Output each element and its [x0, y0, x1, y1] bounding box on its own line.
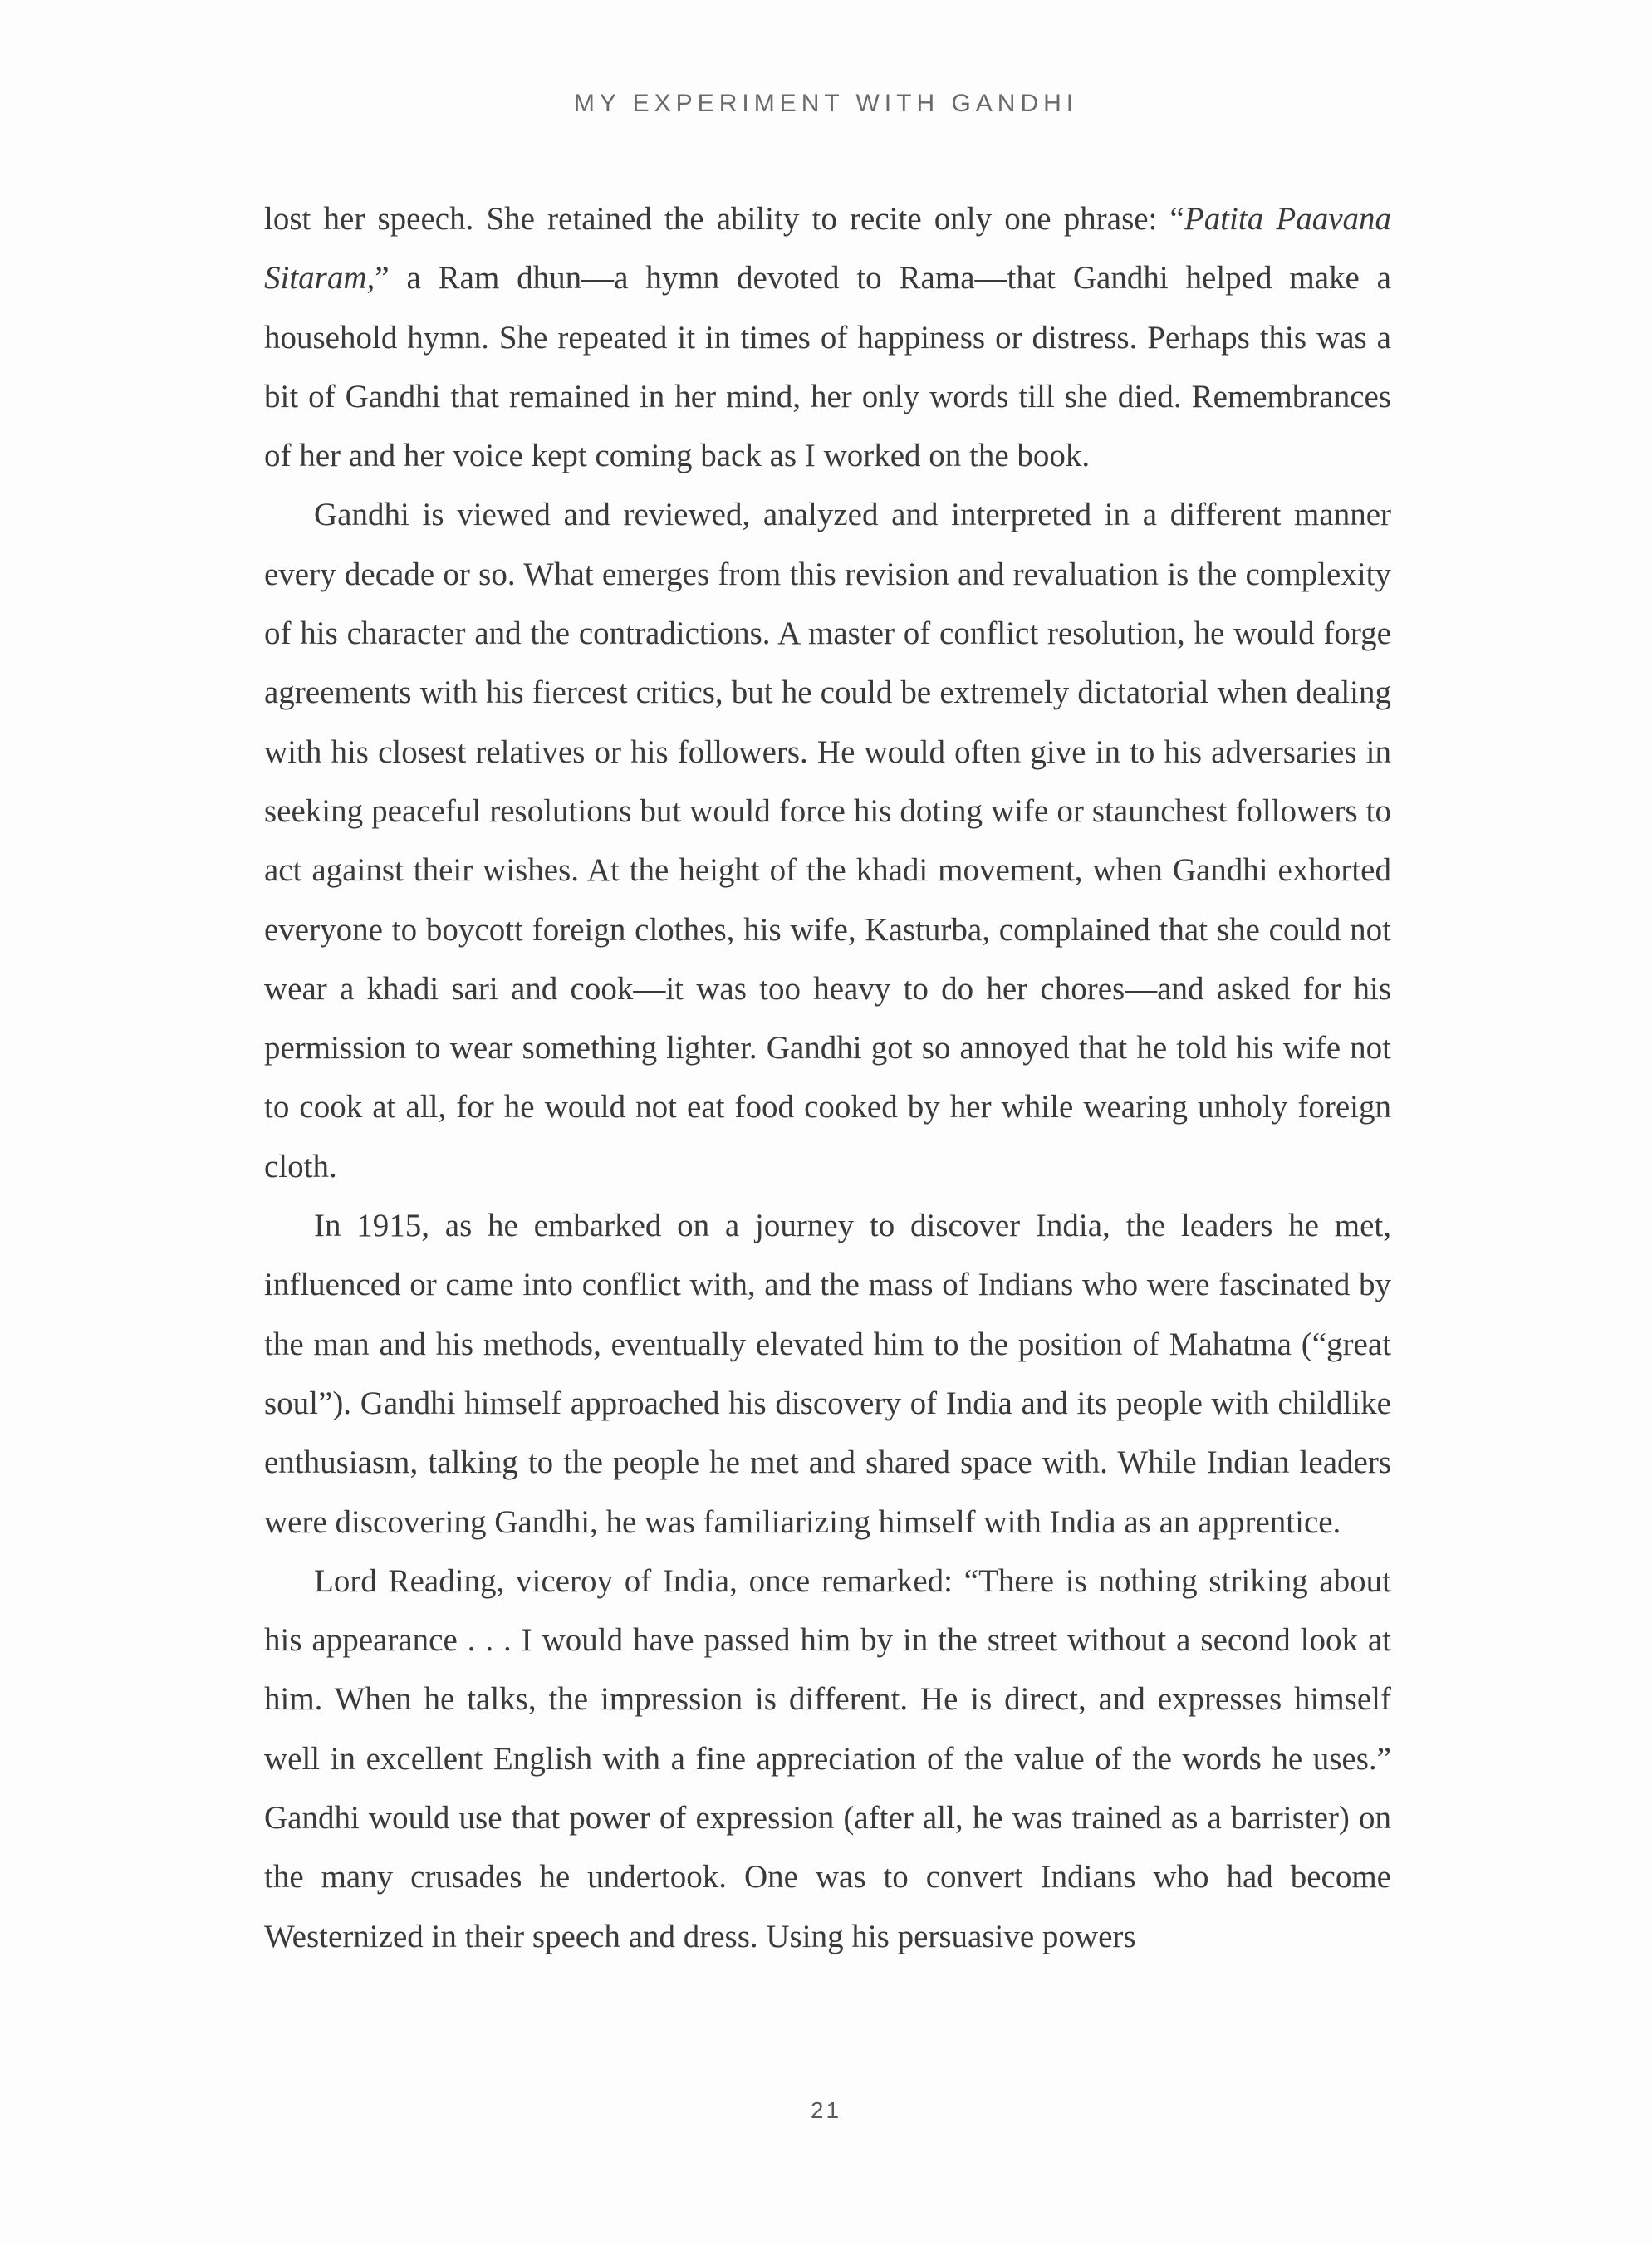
body-text	[264, 189, 1391, 1966]
paragraph-4: Lord Reading, viceroy of India, once remarked: “There is nothing striking about his appearance . . . I would have passed him by in the street without a second look at him. When he talks, the impression is different. He is direct, and expresses himself well in excellent English with a fine appreciation of the value of the words he uses.” Gandhi would use that power of expression (after all, he was trained as a barrister) on the many crusades he undertook. One was to convert Indians who had become Westernized in their speech and dress. Using his persuasive powers	[264, 1562, 1391, 1954]
paragraph-1-lead: lost her speech. She retained the ability to recite only one phrase: “	[264, 201, 1184, 237]
paragraph-3: In 1915, as he embarked on a journey to discover India, the leaders he met, influenced or came into conflict with, and the mass of Indians who were fascinated by the man and his methods, eventually elevated him to the position of Mahatma (“great soul”). Gandhi himself approached his discovery of India and its people with childlike enthusiasm, talking to the people he met and shared space with. While Indian leaders were discovering Gandhi, he was familiarizing himself with India as an apprentice.	[264, 1208, 1391, 1540]
page-number: 21	[810, 2097, 842, 2123]
running-head: MY EXPERIMENT WITH GANDHI	[573, 90, 1079, 117]
paragraph-2: Gandhi is viewed and reviewed, analyzed and interpreted in a different manner every decade or so. What emerges from this revision and revaluation is the complexity of his character and the contradictions. A master of conflict resolution, he would forge agreements with his fiercest critics, but he could be extremely dictatorial when dealing with his closest relatives or his followers. He would often give in to his adversaries in seeking peaceful resolutions but would force his doting wife or staunchest followers to act against their wishes. At the height of the khadi movement, when Gandhi exhorted everyone to boycott foreign clothes, his wife, Kasturba, complained that she could not wear a khadi sari and cook—it was too heavy to do her chores—and asked for his permission to wear something lighter. Gandhi got so annoyed that he told his wife not to cook at all, for he would not eat food cooked by her while wearing unholy foreign cloth.	[264, 497, 1391, 1184]
paragraph-1	[264, 189, 1391, 485]
paragraph-1-rest: ” a Ram dhun—a hymn devoted to Rama—that Gandhi helped make a household hymn. She repeated it in times of happiness or distress. Perhaps this was a bit of Gandhi that remained in her mind, her only words till she died. Remembrances of her and her voice kept coming back as I worked on the book.	[264, 260, 1391, 474]
paragraph-1-italic-phrase: Patita Paavana Sitaram,	[264, 201, 1392, 297]
